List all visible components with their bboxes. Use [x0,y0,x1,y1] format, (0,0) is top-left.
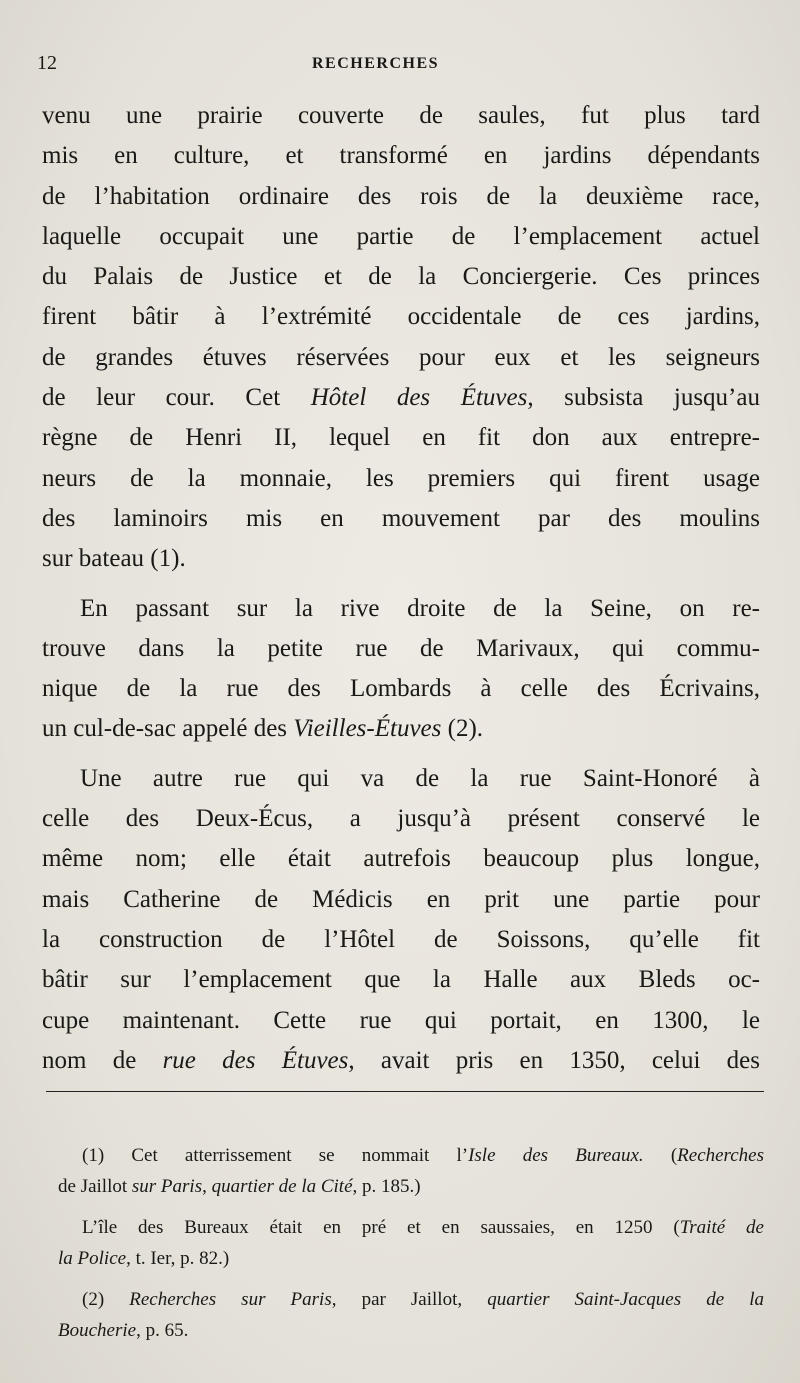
paragraph-2 [42,589,760,750]
text-line [42,1041,760,1081]
text-line: bâtir sur l’emplacement que la Halle aux Bleds oc- [42,966,760,994]
italic-text: Boucherie [58,1320,137,1341]
text-line: mis en culture, et transformé en jardins dépendants [42,142,760,170]
text-run: L’île des Bureaux était en pré et en saussaies, en 1250 ( [82,1217,680,1238]
text-line: sur bateau (1). [42,545,186,573]
italic-text: quartier Saint-Jacques de la [487,1289,765,1310]
text-line: règne de Henri II, lequel en fit don aux entrepre- [42,424,760,452]
text-run: de Jaillot [58,1176,132,1197]
note-line [58,1284,764,1315]
note-line [58,1315,764,1346]
text-run: , p. 65. [136,1320,189,1341]
note-line [58,1140,764,1171]
main-text [42,96,760,1081]
text-run: nom de [42,1046,163,1074]
text-run: un cul-de-sac appelé des [42,715,294,743]
text-line: de l’habitation ordinaire des rois de la deuxième race, [42,182,760,210]
text-line: du Palais de Justice et de la Conciergerie. Ces princes [42,263,760,291]
text-run: , [202,1176,212,1197]
italic-text: Recherches sur Paris [129,1289,332,1310]
text-line: même nom; elle était autrefois beaucoup plus longue, [42,845,760,873]
italic-text: quartier de la Cité [211,1176,353,1197]
text-line: celle des Deux-Écus, a jusqu’à présent conservé le [42,805,760,833]
page-number: 12 [37,52,57,74]
text-run: (2). [441,715,484,743]
note-line [58,1212,764,1243]
text-line: de grandes étuves réservées pour eux et les seigneurs [42,343,760,371]
footnote-rule [46,1091,764,1092]
text-line: la construction de l’Hôtel de Soissons, qu’elle fit [42,925,760,953]
text-line [42,709,760,749]
text-run: , t. Ier, p. 82.) [126,1248,230,1269]
paragraph-3 [42,759,760,1081]
text-line: trouve dans la petite rue de Marivaux, qui commu- [42,634,760,662]
text-line: nique de la rue des Lombards à celle des Écrivains, [42,675,760,703]
text-run: (2) [82,1289,130,1310]
italic-title: Hôtel des Étuves [310,384,528,412]
text-run: , p. 185.) [352,1176,421,1197]
running-head: RECHERCHES [312,55,440,72]
text-line: laquelle occupait une partie de l’emplacement actuel [42,222,760,250]
text-run: ( [643,1145,678,1166]
note-line [58,1171,764,1202]
italic-title: rue des Étuves [162,1046,349,1074]
text-run: , subsista jusqu’au [527,384,760,412]
footnote-1-continued [58,1212,764,1274]
text-run: , par Jaillot, [331,1289,488,1310]
italic-text: Traité de [679,1217,764,1238]
text-run: de leur cour. Cet [42,384,311,412]
italic-text: Recherches [677,1145,765,1166]
italic-text: Isle des Bureaux. [468,1145,644,1166]
text-line: En passant sur la rive droite de la Seine, on re- [80,594,760,622]
footnotes [58,1140,764,1346]
footnote-1 [58,1140,764,1202]
page-header [37,52,763,82]
text-line: des laminoirs mis en mouvement par des moulins [42,504,760,532]
text-line: firent bâtir à l’extrémité occidentale de ces jardins, [42,303,760,331]
paragraph-1 [42,96,760,580]
italic-text: sur Paris [131,1176,203,1197]
italic-text: la Police [58,1248,127,1269]
text-line [42,378,760,418]
text-line: neurs de la monnaie, les premiers qui firent usage [42,464,760,492]
text-line: cupe maintenant. Cette rue qui portait, en 1300, le [42,1006,760,1034]
text-line: mais Catherine de Médicis en prit une partie pour [42,885,760,913]
text-line: Une autre rue qui va de la rue Saint-Honoré à [80,764,760,792]
text-line: venu une prairie couverte de saules, fut plus tard [42,102,760,129]
italic-title: Vieilles-Étuves [293,715,442,743]
note-line [58,1243,764,1274]
text-run: , avait pris en 1350, celui des [348,1046,761,1074]
footnote-2 [58,1284,764,1346]
text-run: (1) Cet atterrissement se nommait l’ [82,1145,469,1166]
